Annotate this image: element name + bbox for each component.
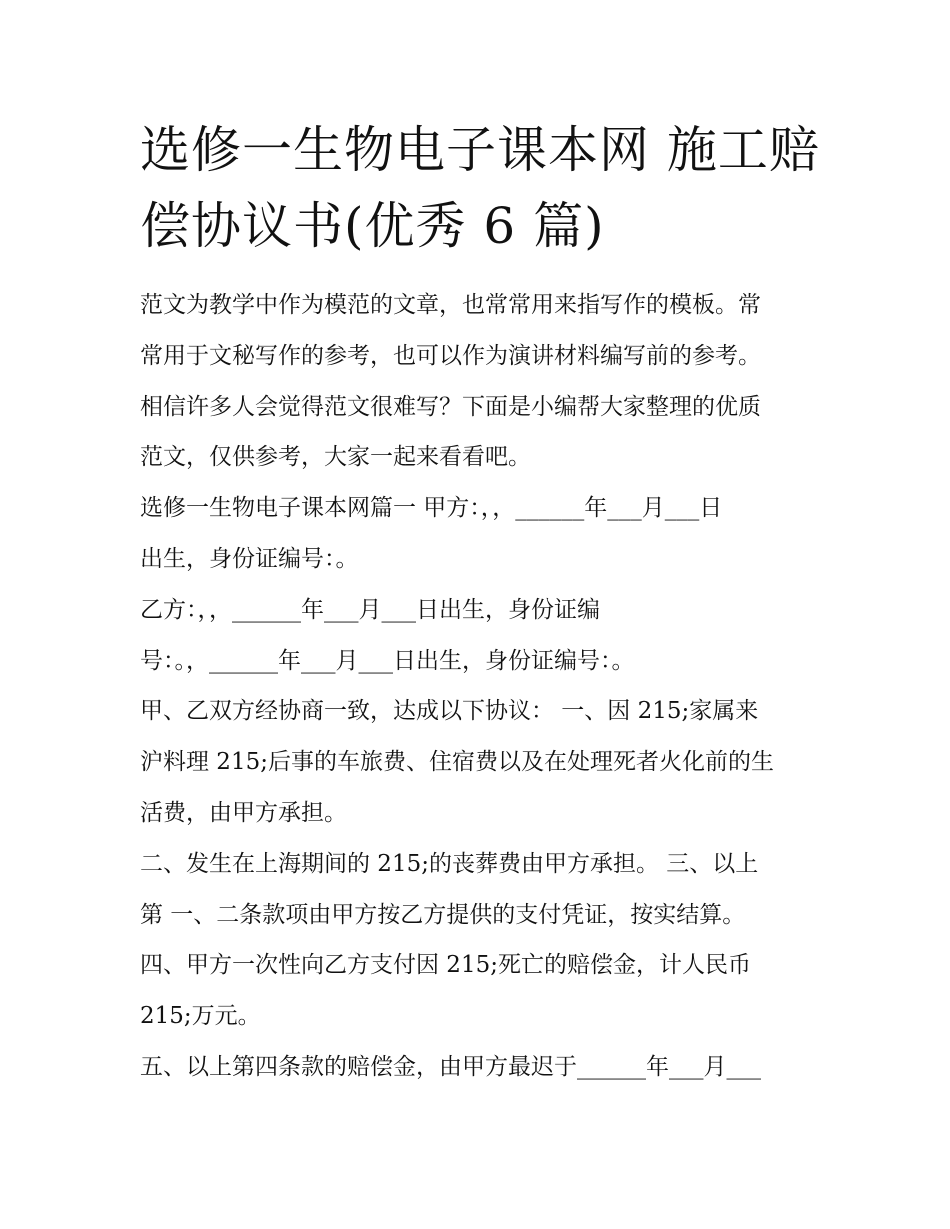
text-line: 乙方：，，______年___月___日出生，身份证编 bbox=[140, 596, 600, 623]
intro-paragraph bbox=[140, 280, 820, 483]
clause-four-paragraph bbox=[140, 940, 820, 1042]
text-line: 第 一、二条款项由甲方按乙方提供的支付凭证，按实结算。 bbox=[140, 901, 746, 928]
text-line: 沪料理 215;后事的车旅费、住宿费以及在处理死者火化前的生 bbox=[140, 749, 774, 776]
document-title bbox=[140, 112, 820, 264]
text-line: 常用于文秘写作的参考，也可以作为演讲材料编写前的参考。 bbox=[140, 342, 761, 369]
title-line: 偿协议书(优秀 6 篇) bbox=[140, 197, 605, 255]
text-line: 范文为教学中作为模范的文章，也常常用来指写作的模板。常 bbox=[140, 292, 761, 318]
clause-two-three-paragraph bbox=[140, 839, 820, 941]
text-line: 五、以上第四条款的赔偿金，由甲方最迟于______年___月___ bbox=[140, 1053, 761, 1080]
clause-one-paragraph bbox=[140, 686, 820, 838]
document-body bbox=[140, 280, 820, 1093]
party-b-paragraph bbox=[140, 585, 820, 687]
text-line: 四、甲方一次性向乙方支付因 215;死亡的赔偿金，计人民币 bbox=[140, 952, 751, 979]
text-line: 出生，身份证编号：。 bbox=[140, 545, 359, 572]
text-line: 选修一生物电子课本网篇一 甲方：，，______年___月___日 bbox=[140, 495, 723, 522]
text-line: 范文，仅供参考，大家一起来看看吧。 bbox=[140, 444, 531, 471]
text-line: 相信许多人会觉得范文很难写？下面是小编帮大家整理的优质 bbox=[140, 393, 761, 420]
text-line: 活费，由甲方承担。 bbox=[140, 799, 347, 826]
text-line: 号：。，______年___月___日出生，身份证编号：。 bbox=[140, 647, 635, 674]
text-line: 215;万元。 bbox=[140, 1003, 261, 1030]
title-line: 选修一生物电子课本网 施工赔 bbox=[140, 121, 820, 179]
party-a-paragraph bbox=[140, 483, 820, 585]
text-line: 二、发生在上海期间的 215;的丧葬费由甲方承担。 三、以上 bbox=[140, 850, 759, 877]
clause-five-paragraph bbox=[140, 1042, 820, 1093]
text-line: 甲、乙双方经协商一致，达成以下协议： 一、因 215;家属来 bbox=[140, 698, 759, 725]
